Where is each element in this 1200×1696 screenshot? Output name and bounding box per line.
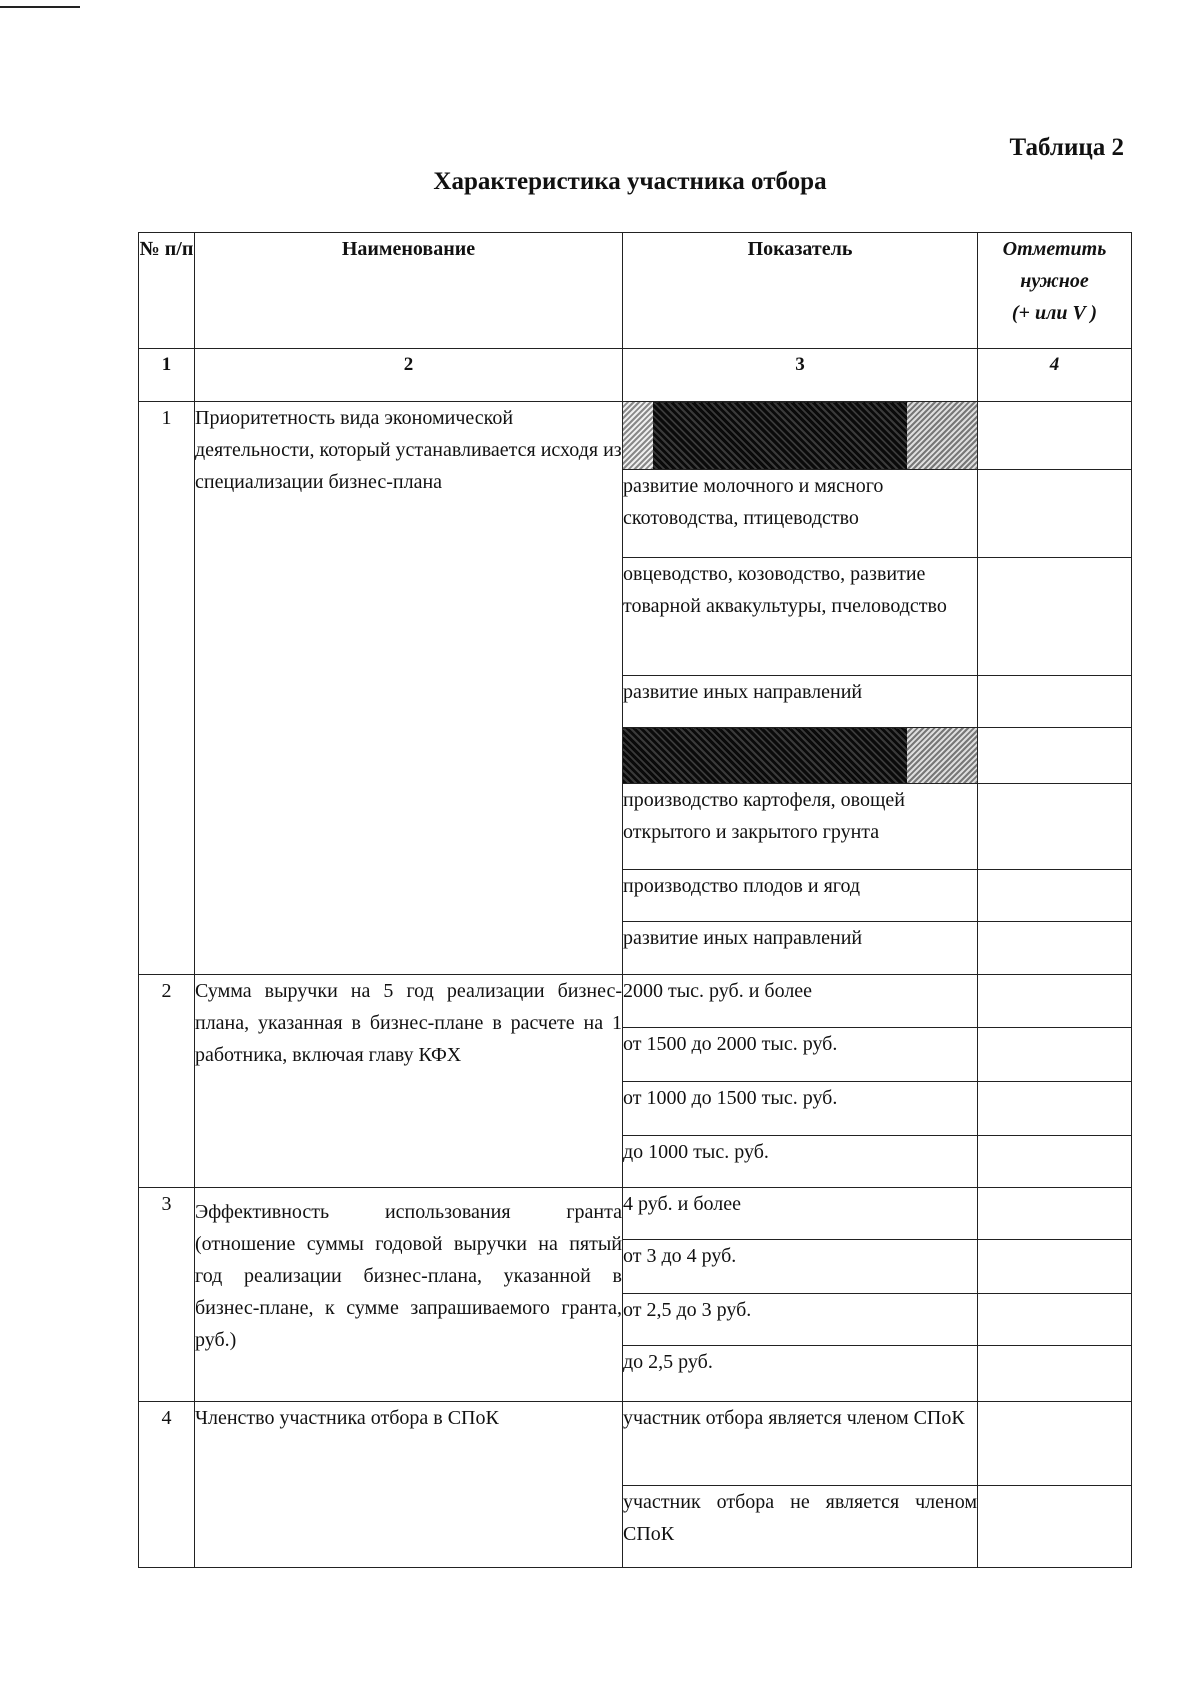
header-row: [139, 233, 1132, 349]
mark-cell[interactable]: [978, 676, 1132, 728]
mark-cell[interactable]: [978, 975, 1132, 1028]
indicator-cell: до 1000 тыс. руб.: [623, 1136, 978, 1188]
mark-cell[interactable]: [978, 558, 1132, 676]
indicator-cell: участник отбора является членом СПоК: [623, 1402, 978, 1486]
header-num: № п/п: [139, 233, 195, 349]
indicator-cell: производство плодов и ягод: [623, 870, 978, 922]
selection-criteria-table: [138, 232, 1132, 1568]
mark-cell[interactable]: [978, 1136, 1132, 1188]
header-mark-line1: Отметить: [1002, 238, 1107, 260]
redacted-block: [623, 402, 978, 470]
mark-cell[interactable]: [978, 1240, 1132, 1294]
indicator-cell: производство картофеля, овощей открытого и закрытого грунта: [623, 784, 978, 870]
table-row: [139, 975, 1132, 1028]
indicator-cell: развитие иных направлений: [623, 676, 978, 728]
indicator-cell: от 1500 до 2000 тыс. руб.: [623, 1028, 978, 1082]
indicator-cell: 4 руб. и более: [623, 1188, 978, 1240]
column-number: 4: [978, 349, 1132, 402]
mark-cell[interactable]: [978, 1346, 1132, 1402]
mark-cell[interactable]: [978, 1294, 1132, 1346]
header-mark-line2: нужное: [1020, 270, 1089, 292]
row-number: 2: [139, 975, 195, 1188]
column-number: 2: [195, 349, 623, 402]
mark-cell[interactable]: [978, 728, 1132, 784]
column-number-row: [139, 349, 1132, 402]
indicator-cell: до 2,5 руб.: [623, 1346, 978, 1402]
criterion-name: Членство участника отбора в СПоК: [195, 1402, 623, 1568]
criterion-name: Приоритетность вида экономической деятельности, который устанавливается исходя из специализации бизнес-плана: [195, 402, 623, 975]
mark-cell[interactable]: [978, 1402, 1132, 1486]
indicator-cell: от 1000 до 1500 тыс. руб.: [623, 1082, 978, 1136]
mark-cell[interactable]: [978, 470, 1132, 558]
indicator-cell: 2000 тыс. руб. и более: [623, 975, 978, 1028]
row-number: 4: [139, 1402, 195, 1568]
criterion-name: Эффективность использования гранта (отношение суммы годовой выручки на пятый год реализации бизнес-плана, указанной в бизнес-плане, к сумме запрашиваемого гранта, руб.): [195, 1188, 623, 1402]
mark-cell[interactable]: [978, 402, 1132, 470]
document-title: Характеристика участника отбора: [433, 168, 827, 195]
table-row: [139, 402, 1132, 470]
criterion-name: Сумма выручки на 5 год реализации бизнес-плана, указанная в бизнес-плане в расчете на 1 работника, включая главу КФХ: [195, 975, 623, 1188]
mark-cell[interactable]: [978, 784, 1132, 870]
indicator-cell: развитие молочного и мясного скотоводства, птицеводство: [623, 470, 978, 558]
indicator-cell: участник отбора не является членом СПоК: [623, 1486, 978, 1568]
indicator-cell: овцеводство, козоводство, развитие товарной аквакультуры, пчеловодство: [623, 558, 978, 676]
table-row: [139, 1188, 1132, 1240]
table-row: [139, 1402, 1132, 1486]
mark-cell[interactable]: [978, 1486, 1132, 1568]
header-mark: [978, 233, 1132, 349]
row-number: 3: [139, 1188, 195, 1402]
mark-cell[interactable]: [978, 1028, 1132, 1082]
column-number: 3: [623, 349, 978, 402]
header-indicator: Показатель: [623, 233, 978, 349]
header-mark-line3: (+ или V ): [1011, 302, 1098, 324]
mark-cell[interactable]: [978, 1188, 1132, 1240]
row-number: 1: [139, 402, 195, 975]
redacted-block: [623, 728, 978, 784]
table-label: Таблица 2: [1009, 134, 1124, 161]
column-number: 1: [139, 349, 195, 402]
corner-rule: [0, 6, 80, 8]
mark-cell[interactable]: [978, 870, 1132, 922]
mark-cell[interactable]: [978, 1082, 1132, 1136]
indicator-cell: развитие иных направлений: [623, 922, 978, 975]
indicator-cell: от 2,5 до 3 руб.: [623, 1294, 978, 1346]
header-name: Наименование: [195, 233, 623, 349]
mark-cell[interactable]: [978, 922, 1132, 975]
indicator-cell: от 3 до 4 руб.: [623, 1240, 978, 1294]
